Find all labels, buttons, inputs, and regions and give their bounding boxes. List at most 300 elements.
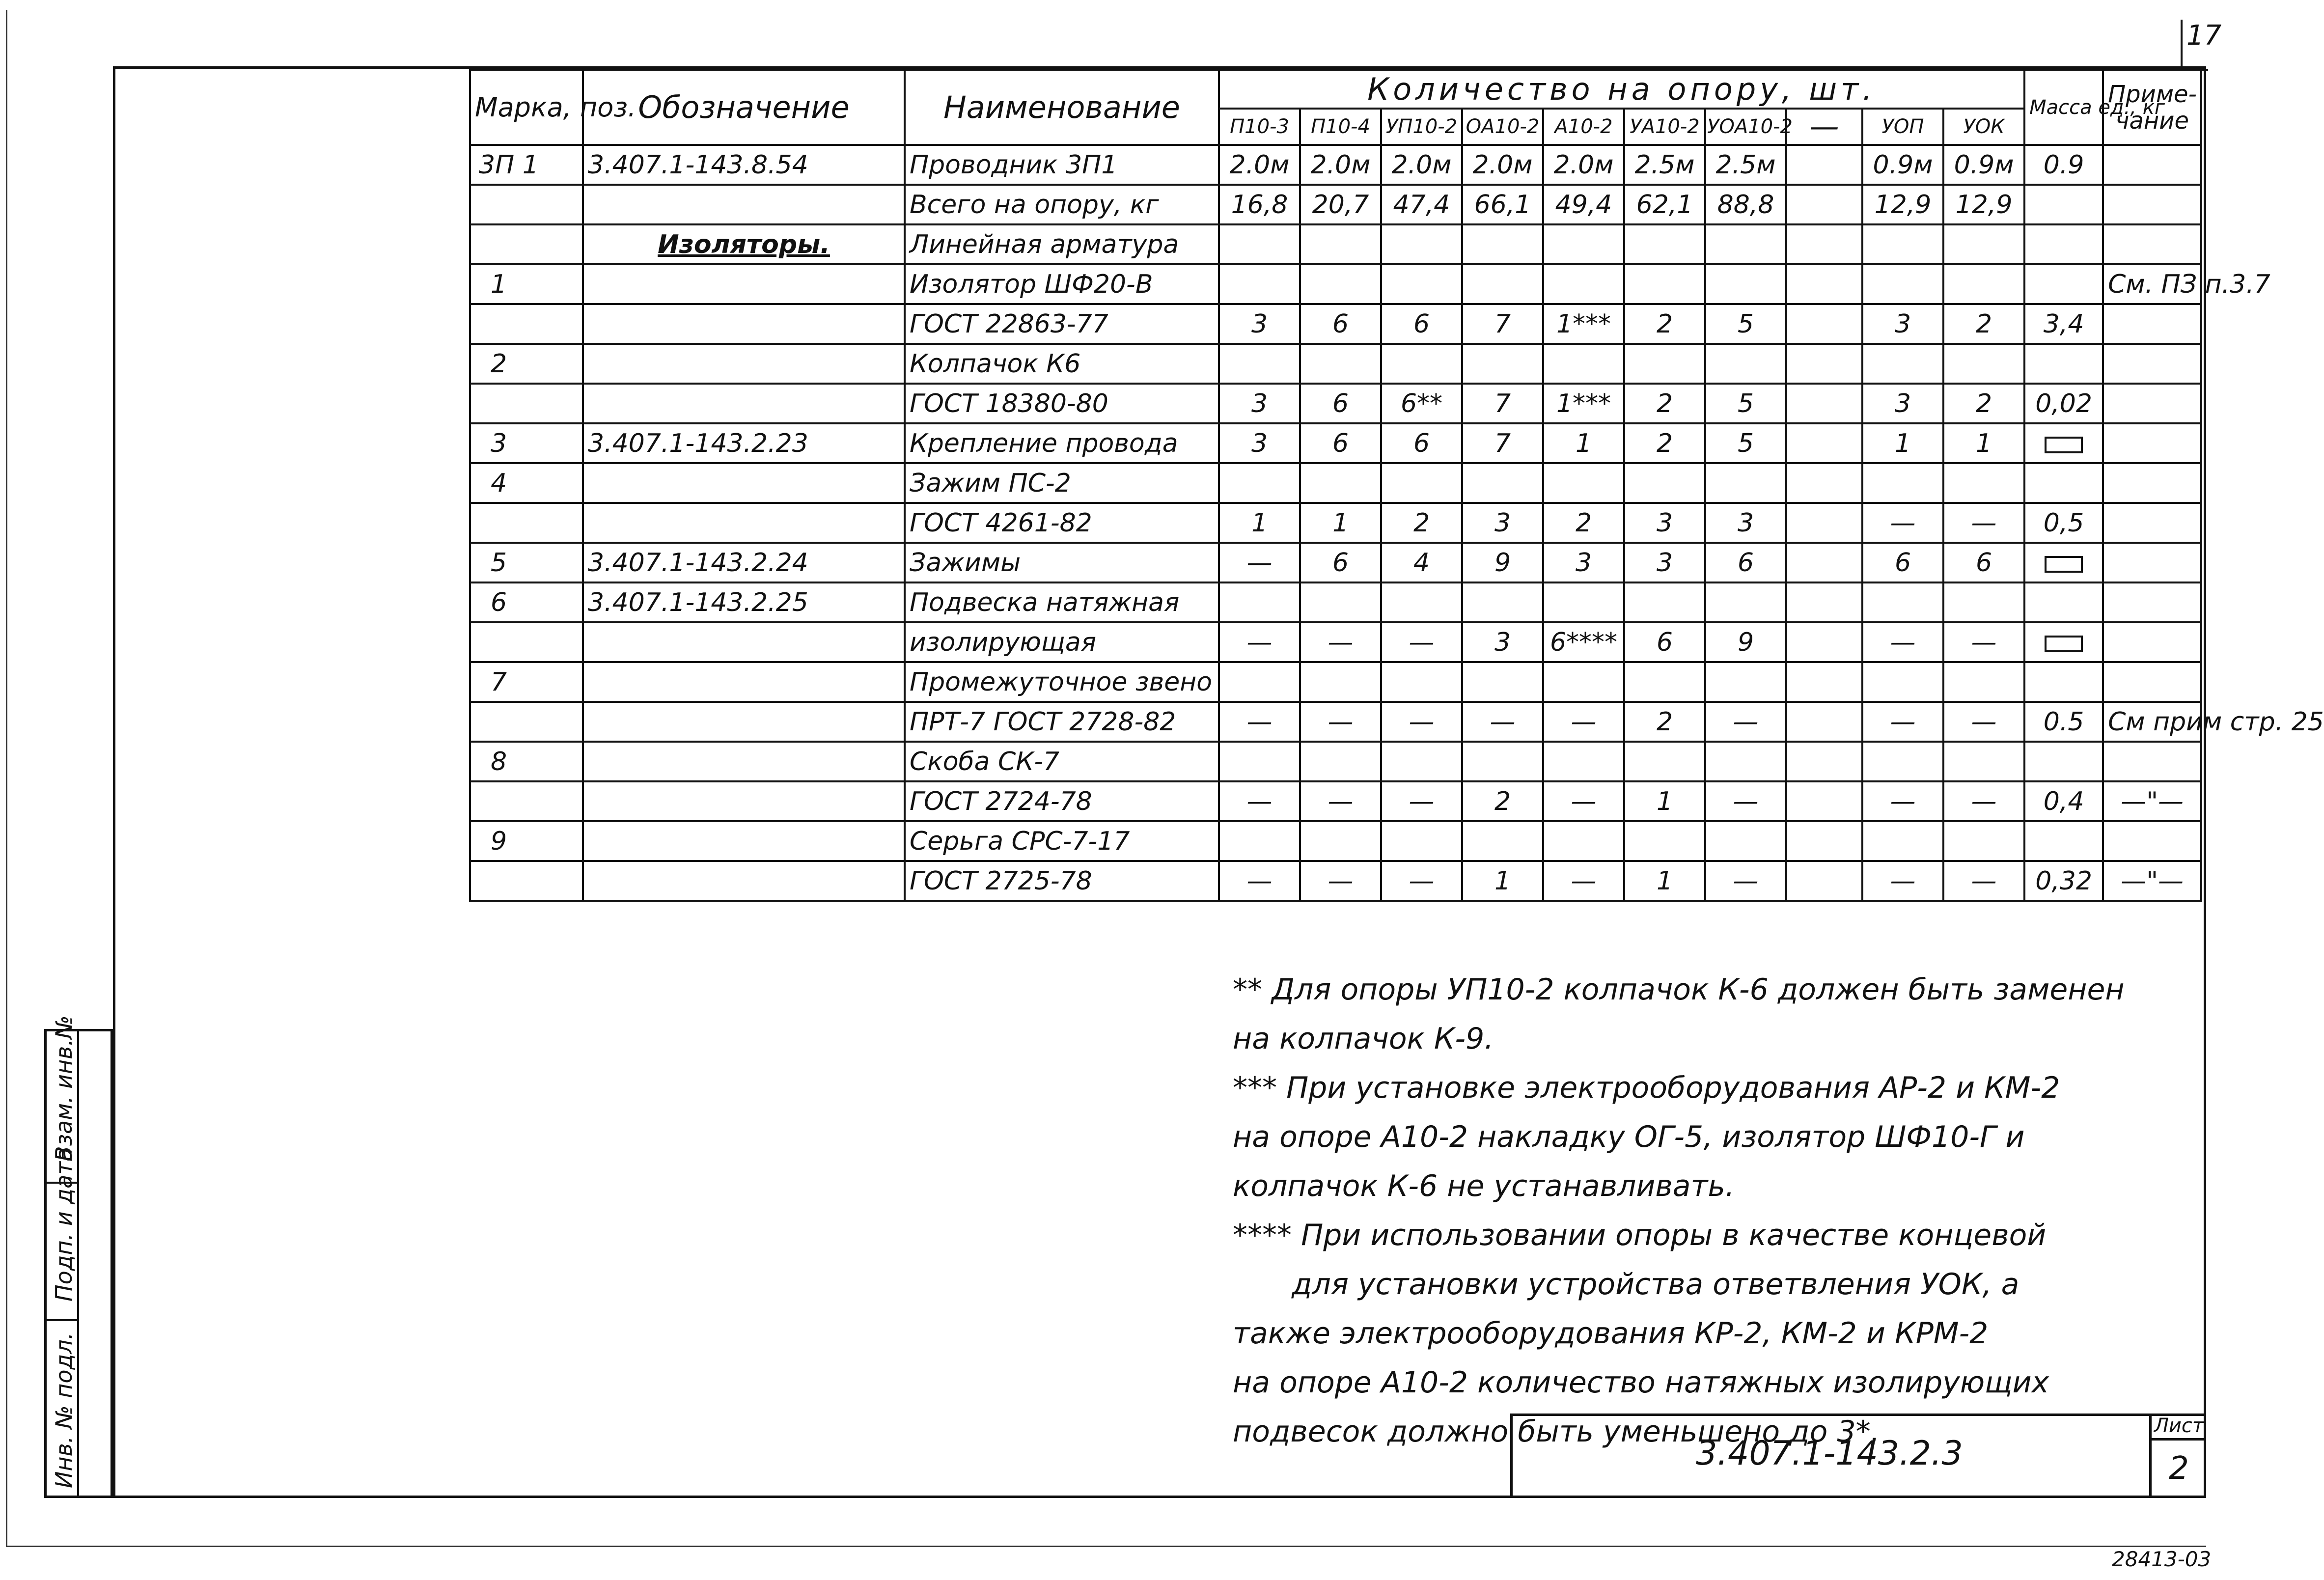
cell-quantity: 47,4	[1381, 185, 1462, 224]
cell-quantity	[1543, 264, 1624, 304]
cell-quantity	[1786, 384, 1862, 423]
cell-quantity	[1381, 662, 1462, 702]
cell-quantity: 49,4	[1543, 185, 1624, 224]
cell-mass: 0,4	[2024, 781, 2103, 821]
cell-name: Всего на опору, кг	[905, 185, 1219, 224]
cell-quantity: 2	[1462, 781, 1543, 821]
header-name: Наименование	[905, 70, 1219, 145]
cell-quantity: 6	[1943, 543, 2024, 582]
header-qty-col: ОА10-2	[1462, 109, 1543, 145]
cell-position	[470, 622, 583, 662]
cell-quantity: 3	[1624, 503, 1705, 543]
cell-quantity	[1705, 264, 1786, 304]
cell-name: изолирующая	[905, 622, 1219, 662]
cell-quantity: —	[1300, 622, 1381, 662]
cell-quantity	[1624, 344, 1705, 384]
footnote-line: ** Для опоры УП10-2 колпачок К-6 должен быть заменен	[1233, 972, 2125, 1007]
cell-quantity: 1	[1462, 861, 1543, 901]
cell-note	[2103, 742, 2201, 781]
cell-quantity: 2	[1943, 304, 2024, 344]
cell-designation	[583, 861, 905, 901]
cell-quantity	[1543, 662, 1624, 702]
cell-quantity	[1943, 224, 2024, 264]
footnote-line: на колпачок К-9.	[1233, 1022, 1494, 1056]
cell-note: —"—	[2103, 781, 2201, 821]
cell-quantity	[1786, 662, 1862, 702]
cell-quantity: —	[1862, 861, 1943, 901]
table-row	[470, 463, 2201, 503]
cell-quantity	[1300, 224, 1381, 264]
cell-quantity: 2.5м	[1624, 145, 1705, 185]
cell-quantity	[1624, 463, 1705, 503]
cell-quantity	[1786, 622, 1862, 662]
cell-quantity: —	[1300, 702, 1381, 742]
header-designation: Обозначение	[583, 70, 905, 145]
cell-mass	[2024, 622, 2103, 662]
cell-quantity: —	[1705, 781, 1786, 821]
cell-name: ГОСТ 18380-80	[905, 384, 1219, 423]
cell-designation	[583, 264, 905, 304]
cell-quantity: 2.0м	[1300, 145, 1381, 185]
cell-quantity	[1943, 463, 2024, 503]
header-qty-col: УОК	[1943, 109, 2024, 145]
header-qty-col: А10-2	[1543, 109, 1624, 145]
cell-name: ГОСТ 22863-77	[905, 304, 1219, 344]
cell-quantity: 7	[1462, 423, 1543, 463]
cell-quantity: 1	[1543, 423, 1624, 463]
table-row	[470, 145, 2201, 185]
cell-quantity: 3	[1624, 543, 1705, 582]
cell-quantity	[1543, 742, 1624, 781]
cell-quantity	[1786, 821, 1862, 861]
cell-quantity	[1543, 463, 1624, 503]
drawing-id: 28413-03	[2112, 1547, 2212, 1571]
cell-quantity	[1219, 742, 1300, 781]
cell-name: Зажим ПС-2	[905, 463, 1219, 503]
sheet-number: 2	[2149, 1439, 2206, 1498]
cell-quantity: 1	[1943, 423, 2024, 463]
cell-quantity: 6	[1624, 622, 1705, 662]
cell-quantity	[1786, 543, 1862, 582]
cell-quantity: —	[1381, 622, 1462, 662]
cell-quantity	[1786, 781, 1862, 821]
cell-quantity	[1786, 344, 1862, 384]
cell-quantity	[1381, 264, 1462, 304]
cell-quantity: 7	[1462, 304, 1543, 344]
table-row	[470, 304, 2201, 344]
cell-name: Проводник 3П1	[905, 145, 1219, 185]
cell-name: Линейная арматура	[905, 224, 1219, 264]
cell-note: —"—	[2103, 861, 2201, 901]
table-row	[470, 742, 2201, 781]
cell-mass	[2024, 662, 2103, 702]
cell-quantity	[1462, 224, 1543, 264]
cell-position	[470, 185, 583, 224]
cell-quantity	[1543, 582, 1624, 622]
cell-quantity	[1862, 344, 1943, 384]
cell-quantity: 1	[1219, 503, 1300, 543]
cell-designation	[583, 821, 905, 861]
cell-position	[470, 861, 583, 901]
cell-name: Промежуточное звено	[905, 662, 1219, 702]
cell-designation	[583, 503, 905, 543]
cell-quantity	[1786, 304, 1862, 344]
cell-quantity: 20,7	[1300, 185, 1381, 224]
cell-quantity: 6	[1300, 384, 1381, 423]
cell-mass	[2024, 582, 2103, 622]
table-row	[470, 384, 2201, 423]
cell-quantity	[1300, 821, 1381, 861]
cell-quantity: 3	[1219, 384, 1300, 423]
footnote-line: *** При установке электрооборудования АР-2 и КМ-2	[1233, 1071, 2060, 1105]
cell-quantity	[1786, 742, 1862, 781]
footnotes	[1233, 965, 2195, 1456]
cell-position	[470, 702, 583, 742]
cell-quantity: 1***	[1543, 304, 1624, 344]
cell-quantity: —	[1705, 702, 1786, 742]
cell-quantity: 5	[1705, 423, 1786, 463]
cell-quantity: —	[1300, 781, 1381, 821]
cell-quantity: 1	[1624, 861, 1705, 901]
footnote-line: на опоре А10-2 количество натяжных изолирующих	[1233, 1365, 2049, 1400]
cell-quantity: 6	[1705, 543, 1786, 582]
stamp-sign-date-label: Подп. и дата	[51, 1147, 77, 1302]
table-row	[470, 423, 2201, 463]
cell-quantity: 3	[1862, 304, 1943, 344]
cell-quantity: 66,1	[1462, 185, 1543, 224]
footnote-line: также электрооборудования КР-2, КМ-2 и КРМ-2	[1233, 1316, 1989, 1351]
page-number: 17	[2186, 20, 2222, 52]
cell-quantity	[1624, 662, 1705, 702]
cell-designation	[583, 384, 905, 423]
cell-quantity	[1862, 662, 1943, 702]
cell-quantity	[1786, 423, 1862, 463]
cell-quantity: 5	[1705, 304, 1786, 344]
table-row	[470, 185, 2201, 224]
cell-quantity: —	[1862, 622, 1943, 662]
cell-note	[2103, 543, 2201, 582]
cell-quantity: —	[1219, 702, 1300, 742]
cell-mass	[2024, 344, 2103, 384]
cell-quantity: 6****	[1543, 622, 1624, 662]
cell-quantity	[1943, 662, 2024, 702]
cell-position: 7	[470, 662, 583, 702]
cell-designation	[583, 742, 905, 781]
cell-quantity	[1381, 582, 1462, 622]
cell-designation	[583, 344, 905, 384]
cell-mass	[2024, 185, 2103, 224]
cell-quantity	[1705, 463, 1786, 503]
cell-quantity	[1786, 582, 1862, 622]
cell-quantity: 3	[1862, 384, 1943, 423]
cell-quantity	[1786, 145, 1862, 185]
cell-quantity: 2	[1381, 503, 1462, 543]
cell-quantity: 3	[1705, 503, 1786, 543]
cell-quantity: —	[1543, 861, 1624, 901]
cell-quantity: 2.0м	[1381, 145, 1462, 185]
cell-name: Крепление провода	[905, 423, 1219, 463]
cell-name: ГОСТ 2725-78	[905, 861, 1219, 901]
cell-quantity	[1943, 344, 2024, 384]
cell-quantity: —	[1943, 503, 2024, 543]
cell-position: 2	[470, 344, 583, 384]
cell-quantity	[1943, 582, 2024, 622]
cell-quantity: 2.0м	[1219, 145, 1300, 185]
cell-quantity	[1862, 742, 1943, 781]
cell-quantity	[1624, 224, 1705, 264]
cell-quantity	[1543, 344, 1624, 384]
cell-quantity: —	[1705, 861, 1786, 901]
cell-quantity	[1219, 582, 1300, 622]
header-qty-col: УП10-2	[1381, 109, 1462, 145]
cell-position: 3	[470, 423, 583, 463]
table-row	[470, 264, 2201, 304]
cell-mass: 0.5	[2024, 702, 2103, 742]
cell-quantity	[1462, 463, 1543, 503]
cell-quantity: 6	[1862, 543, 1943, 582]
cell-quantity	[1543, 821, 1624, 861]
cell-quantity: 6	[1381, 423, 1462, 463]
cell-quantity: —	[1219, 781, 1300, 821]
cell-mass: 0,02	[2024, 384, 2103, 423]
table-row	[470, 861, 2201, 901]
cell-quantity	[1219, 344, 1300, 384]
cell-designation	[583, 463, 905, 503]
cell-note	[2103, 304, 2201, 344]
mass-see-drawing-symbol	[2045, 556, 2083, 573]
specification-table	[469, 69, 2324, 902]
cell-quantity: 3	[1219, 304, 1300, 344]
cell-position: 1	[470, 264, 583, 304]
cell-quantity: 9	[1462, 543, 1543, 582]
cell-quantity	[1219, 662, 1300, 702]
table-row	[470, 344, 2201, 384]
sheet-label: Лист	[2149, 1414, 2206, 1441]
cell-quantity: 3	[1462, 622, 1543, 662]
cell-quantity: —	[1381, 702, 1462, 742]
cell-quantity: —	[1943, 702, 2024, 742]
cell-quantity	[1300, 662, 1381, 702]
cell-quantity: 6	[1300, 423, 1381, 463]
cell-quantity	[1624, 582, 1705, 622]
cell-note	[2103, 582, 2201, 622]
header-qty-col: УОП	[1862, 109, 1943, 145]
cell-quantity	[1381, 224, 1462, 264]
header-mark: Марка, поз.	[470, 70, 583, 145]
cell-mass: 0,5	[2024, 503, 2103, 543]
cell-quantity	[1462, 582, 1543, 622]
cell-quantity: —	[1543, 702, 1624, 742]
cell-quantity	[1219, 821, 1300, 861]
cell-name: Колпачок К6	[905, 344, 1219, 384]
cell-quantity: 2	[1624, 423, 1705, 463]
footnote-line: колпачок К-6 не устанавливать.	[1233, 1169, 1735, 1203]
table-row	[470, 622, 2201, 662]
cell-note	[2103, 145, 2201, 185]
cell-quantity: —	[1943, 622, 2024, 662]
header-mass: Масса ед., кг	[2024, 70, 2103, 145]
cell-quantity: 2	[1543, 503, 1624, 543]
cell-quantity: —	[1219, 622, 1300, 662]
cell-quantity: —	[1381, 781, 1462, 821]
cell-quantity	[1381, 344, 1462, 384]
cell-quantity	[1943, 264, 2024, 304]
table-row	[470, 224, 2201, 264]
cell-quantity: 9	[1705, 622, 1786, 662]
cell-quantity	[1862, 582, 1943, 622]
cell-designation	[583, 662, 905, 702]
header-qty-col: П10-4	[1300, 109, 1381, 145]
stamp-inv-no-label: Инв. № подл.	[51, 1332, 77, 1488]
cell-mass	[2024, 821, 2103, 861]
cell-quantity: 7	[1462, 384, 1543, 423]
cell-mass	[2024, 463, 2103, 503]
cell-quantity	[1862, 264, 1943, 304]
table-row	[470, 702, 2201, 742]
cell-quantity	[1300, 463, 1381, 503]
cell-name: Скоба СК-7	[905, 742, 1219, 781]
cell-designation	[583, 185, 905, 224]
left-stamp	[44, 1015, 113, 1498]
cell-note	[2103, 622, 2201, 662]
cell-designation: 3.407.1-143.8.54	[583, 145, 905, 185]
cell-quantity: —	[1381, 861, 1462, 901]
table-row	[470, 662, 2201, 702]
cell-quantity	[1300, 344, 1381, 384]
cell-quantity: —	[1862, 781, 1943, 821]
cell-quantity	[1943, 742, 2024, 781]
cell-note	[2103, 662, 2201, 702]
cell-quantity	[1462, 821, 1543, 861]
cell-quantity: 0.9м	[1862, 145, 1943, 185]
footnote-line: **** При использовании опоры в качестве концевой	[1233, 1218, 2047, 1252]
cell-name: Подвеска натяжная	[905, 582, 1219, 622]
cell-name: Серьга СРС-7-17	[905, 821, 1219, 861]
cell-quantity: —	[1219, 861, 1300, 901]
cell-quantity	[1381, 463, 1462, 503]
cell-note	[2103, 503, 2201, 543]
cell-note	[2103, 344, 2201, 384]
cell-quantity	[1381, 821, 1462, 861]
header-qty-col: П10-3	[1219, 109, 1300, 145]
cell-quantity: 2	[1624, 304, 1705, 344]
cell-quantity: 2	[1943, 384, 2024, 423]
cell-name: ПРТ-7 ГОСТ 2728-82	[905, 702, 1219, 742]
cell-position: 9	[470, 821, 583, 861]
cell-position: 8	[470, 742, 583, 781]
cell-quantity	[1786, 702, 1862, 742]
cell-designation	[583, 781, 905, 821]
cell-quantity: 1	[1624, 781, 1705, 821]
cell-quantity	[1786, 463, 1862, 503]
cell-note	[2103, 384, 2201, 423]
cell-quantity	[1300, 264, 1381, 304]
cell-name: Изолятор ШФ20-В	[905, 264, 1219, 304]
cell-quantity	[1381, 742, 1462, 781]
header-qty-col: —	[1786, 109, 1862, 145]
cell-quantity: 6	[1381, 304, 1462, 344]
cell-quantity: —	[1219, 543, 1300, 582]
cell-position	[470, 781, 583, 821]
cell-mass	[2024, 543, 2103, 582]
cell-quantity: 2	[1624, 702, 1705, 742]
footnote-line: на опоре А10-2 накладку ОГ-5, изолятор ШФ10-Г и	[1233, 1120, 2025, 1154]
cell-quantity: 2.5м	[1705, 145, 1786, 185]
header-quantity: Количество на опору, шт.	[1219, 70, 2024, 109]
cell-quantity	[1705, 742, 1786, 781]
table-row	[470, 503, 2201, 543]
cell-quantity	[1705, 821, 1786, 861]
cell-mass	[2024, 264, 2103, 304]
cell-quantity: —	[1300, 861, 1381, 901]
mass-see-drawing-symbol	[2045, 636, 2083, 652]
cell-quantity	[1943, 821, 2024, 861]
cell-quantity: 5	[1705, 384, 1786, 423]
cell-note	[2103, 224, 2201, 264]
cell-quantity: 3	[1462, 503, 1543, 543]
cell-position	[470, 503, 583, 543]
cell-quantity	[1705, 582, 1786, 622]
cell-quantity: —	[1862, 702, 1943, 742]
footnote-line: подвесок должно быть уменьшено до 3*.	[1233, 1414, 1880, 1449]
cell-designation: 3.407.1-143.2.23	[583, 423, 905, 463]
cell-quantity: 6	[1300, 543, 1381, 582]
table-row	[470, 543, 2201, 582]
cell-quantity	[1862, 463, 1943, 503]
cell-position: 6	[470, 582, 583, 622]
cell-note: См. ПЗ п.3.7	[2103, 264, 2201, 304]
cell-note	[2103, 821, 2201, 861]
cell-quantity	[1462, 264, 1543, 304]
cell-quantity: 12,9	[1943, 185, 2024, 224]
cell-quantity	[1786, 503, 1862, 543]
header-qty-col: УОА10-2	[1705, 109, 1786, 145]
cell-quantity: —	[1543, 781, 1624, 821]
cell-note: См прим стр. 25	[2103, 702, 2201, 742]
cell-designation: 3.407.1-143.2.24	[583, 543, 905, 582]
cell-quantity: 1	[1300, 503, 1381, 543]
cell-position: 3П 1	[470, 145, 583, 185]
cell-name: Зажимы	[905, 543, 1219, 582]
cell-quantity: 2.0м	[1543, 145, 1624, 185]
cell-quantity	[1300, 742, 1381, 781]
cell-quantity: —	[1462, 702, 1543, 742]
cell-quantity	[1705, 344, 1786, 384]
cell-quantity	[1786, 264, 1862, 304]
cell-quantity	[1543, 224, 1624, 264]
cell-quantity: 0.9м	[1943, 145, 2024, 185]
cell-quantity: 1***	[1543, 384, 1624, 423]
cell-mass	[2024, 423, 2103, 463]
cell-quantity	[1705, 662, 1786, 702]
stamp-replaces-label: Взам. инв.№	[51, 1015, 77, 1162]
cell-quantity: 1	[1862, 423, 1943, 463]
cell-mass: 0.9	[2024, 145, 2103, 185]
cell-position	[470, 384, 583, 423]
cell-mass: 3,4	[2024, 304, 2103, 344]
cell-position	[470, 224, 583, 264]
cell-quantity: 12,9	[1862, 185, 1943, 224]
cell-designation	[583, 304, 905, 344]
cell-quantity	[1786, 185, 1862, 224]
cell-quantity	[1462, 742, 1543, 781]
cell-quantity	[1862, 224, 1943, 264]
cell-quantity	[1219, 224, 1300, 264]
table-row	[470, 781, 2201, 821]
cell-quantity: 2.0м	[1462, 145, 1543, 185]
footnote-line: для установки устройства ответвления УОК, а	[1292, 1267, 2020, 1302]
cell-note	[2103, 185, 2201, 224]
